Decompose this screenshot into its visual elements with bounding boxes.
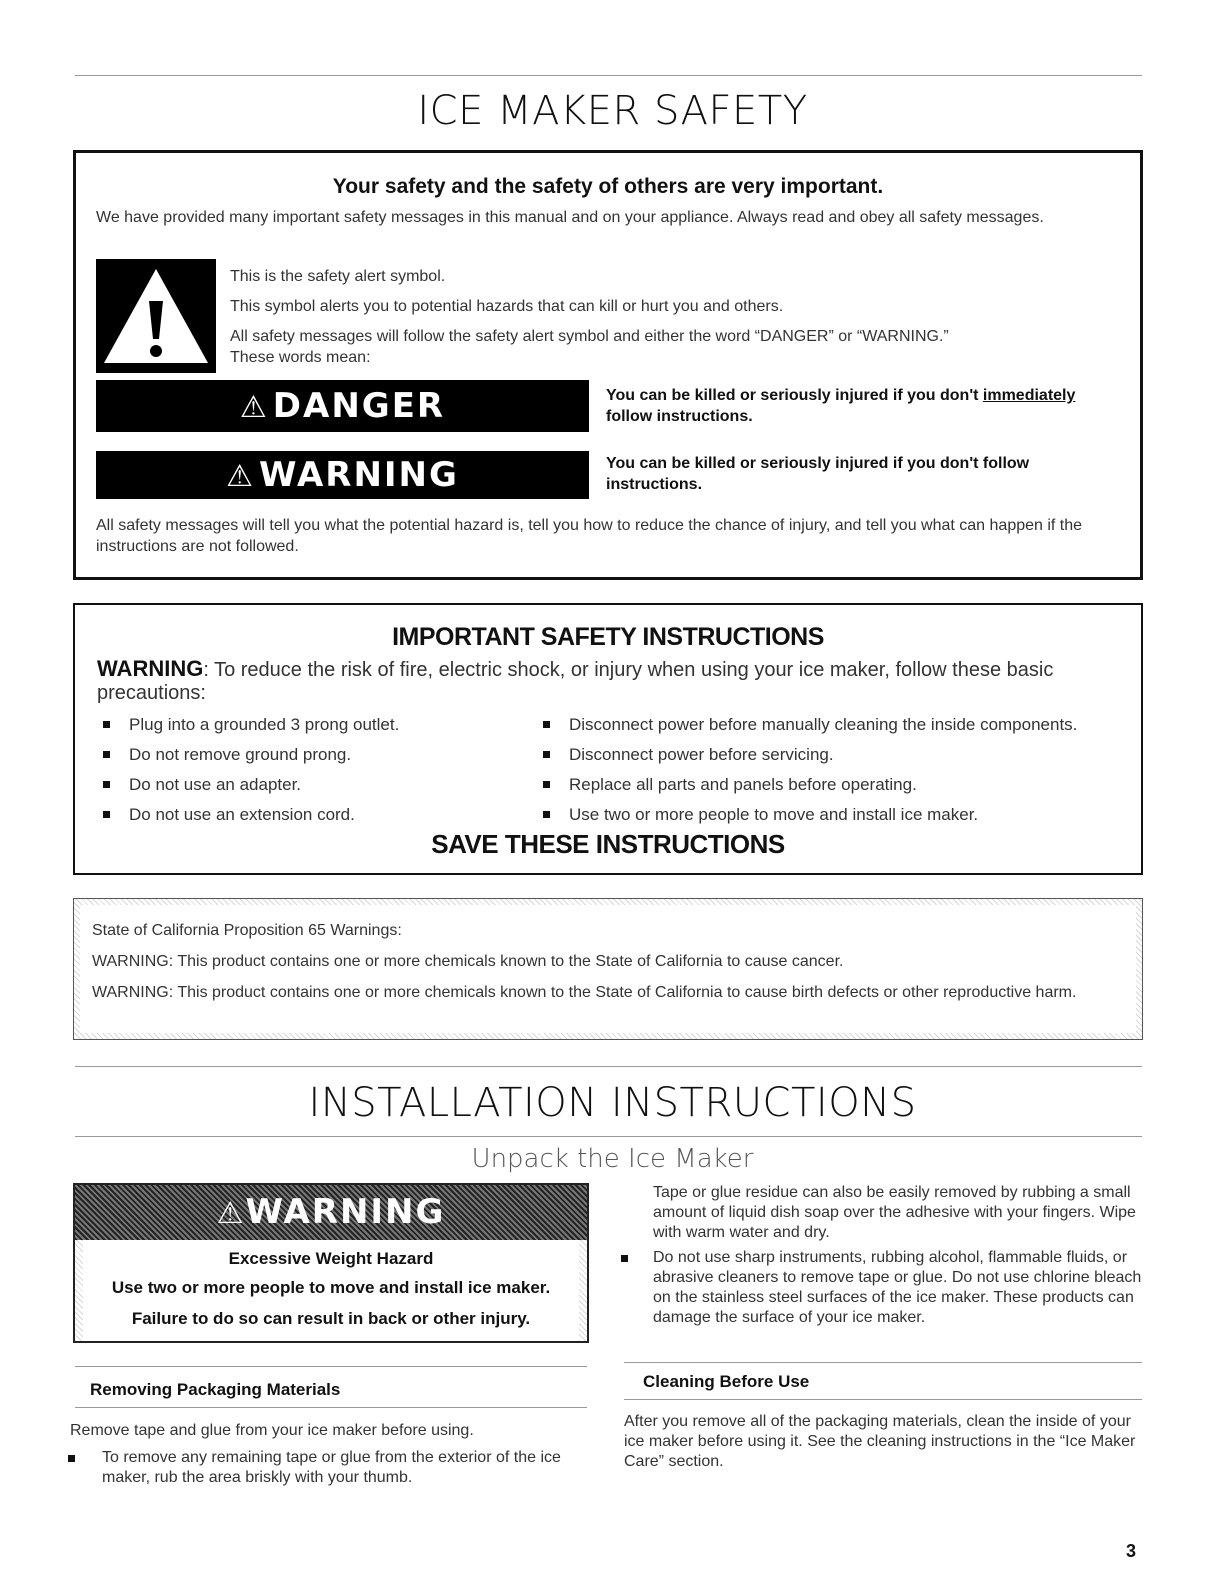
warning-text: You can be killed or seriously injured if you don't follow instructions.: [606, 455, 1030, 493]
save-instructions: SAVE THESE INSTRUCTIONS: [431, 829, 785, 859]
weight-hazard-title: Excessive Weight Hazard: [228, 1249, 434, 1268]
list-item: Plug into a grounded 3 prong outlet.: [97, 714, 517, 735]
cleaning-rule-bottom: [624, 1399, 1142, 1400]
page-title: ICE MAKER SAFETY: [417, 88, 808, 134]
left-precautions: [97, 714, 517, 834]
warning-alert-icon: ⚠: [226, 459, 255, 494]
weight-warning-bar: [75, 1185, 587, 1240]
safety-footer: All safety messages will tell you what the potential hazard is, tell you how to reduce the chance of injury, and tell you what can happen if the instructions are not followed.: [96, 517, 1083, 555]
tape-residue-text: Tape or glue residue can also be easily removed by rubbing a small amount of liquid dish soap over the adhesive with your fingers. Wipe with warm water and dry.: [653, 1184, 1136, 1241]
removing-text: Remove tape and glue from your ice maker before using.: [70, 1422, 474, 1439]
list-item: Use two or more people to move and install ice maker.: [537, 804, 1137, 825]
important-box: [73, 603, 1143, 875]
list-item: Do not use an extension cord.: [97, 804, 517, 825]
weight-warning-icon: ⚠: [216, 1196, 246, 1231]
cleaning-text: After you remove all of the packaging materials, clean the inside of your ice maker before using it. See the cleaning instructions in the “Ice Maker Care” section.: [624, 1413, 1136, 1470]
danger-bar: [96, 380, 589, 432]
prop65-title: State of California Proposition 65 Warnings:: [92, 922, 402, 939]
unpack-title: Unpack the Ice Maker: [471, 1144, 754, 1174]
warning-label: WARNING: [258, 455, 459, 495]
list-item: To remove any remaining tape or glue from the exterior of the ice maker, rub the area briskly with your thumb.: [62, 1448, 592, 1488]
removing-heading: Removing Packaging Materials: [90, 1380, 341, 1399]
top-rule: [75, 75, 1142, 76]
important-warning: WARNING: To reduce the risk of fire, electric shock, or injury when using your ice maker, follow these basic precautions:: [97, 656, 1054, 704]
danger-label: DANGER: [272, 386, 446, 426]
safety-heading: Your safety and the safety of others are very important.: [332, 175, 884, 198]
right-precautions: [537, 714, 1137, 834]
weight-hazard-line-1: Use two or more people to move and install ice maker.: [111, 1278, 551, 1297]
removing-list: [62, 1448, 592, 1497]
cleaning-cautions: [615, 1248, 1143, 1337]
safety-intro: We have provided many important safety messages in this manual and on your appliance. Always read and obey all safety messages.: [96, 209, 1044, 226]
safety-box: [73, 150, 1143, 580]
list-item: Replace all parts and panels before operating.: [537, 774, 1137, 795]
symbol-line-3: All safety messages will follow the safety alert symbol and either the word “DANGER” or “WARNING.”: [230, 328, 949, 345]
symbol-line-1: This is the safety alert symbol.: [230, 268, 446, 285]
symbol-line-2: This symbol alerts you to potential hazards that can kill or hurt you and others.: [230, 298, 784, 315]
list-item: Disconnect power before servicing.: [537, 744, 1137, 765]
weight-warning-box: [73, 1183, 589, 1343]
removing-rule-top: [75, 1366, 587, 1367]
install-title: INSTALLATION INSTRUCTIONS: [308, 1080, 917, 1126]
cleaning-rule-top: [624, 1362, 1142, 1363]
install-rule-top: [75, 1066, 1142, 1067]
prop65-box: [73, 898, 1143, 1040]
prop65-line-1: WARNING: This product contains one or more chemicals known to the State of California to cause cancer.: [92, 953, 844, 970]
symbol-line-4: These words mean:: [230, 349, 371, 366]
list-item: Do not use an adapter.: [97, 774, 517, 795]
prop65-line-2: WARNING: This product contains one or more chemicals known to the State of California to cause birth defects or other reproductive harm.: [92, 984, 1077, 1001]
warning-bar: [96, 451, 589, 499]
safety-alert-icon: [96, 259, 216, 373]
removing-rule-bottom: [75, 1407, 587, 1408]
page-number: 3: [1126, 1541, 1137, 1561]
cleaning-heading: Cleaning Before Use: [643, 1372, 810, 1391]
important-heading: IMPORTANT SAFETY INSTRUCTIONS: [392, 623, 824, 651]
list-item: Do not use sharp instruments, rubbing alcohol, flammable fluids, or abrasive cleaners to remove tape or glue. Do not use chlorine bleach on the stainless steel surfaces of the ice maker. These products can damage the surface of your ice maker.: [615, 1248, 1143, 1328]
weight-hazard-line-2: Failure to do so can result in back or other injury.: [131, 1309, 531, 1328]
list-item: Disconnect power before manually cleaning the inside components.: [537, 714, 1137, 735]
install-rule-bottom: [75, 1136, 1142, 1137]
danger-text: You can be killed or seriously injured if you don't immediately follow instructions.: [606, 387, 1076, 425]
list-item: Do not remove ground prong.: [97, 744, 517, 765]
danger-alert-icon: ⚠: [239, 390, 269, 425]
weight-warning-label: WARNING: [245, 1192, 446, 1232]
